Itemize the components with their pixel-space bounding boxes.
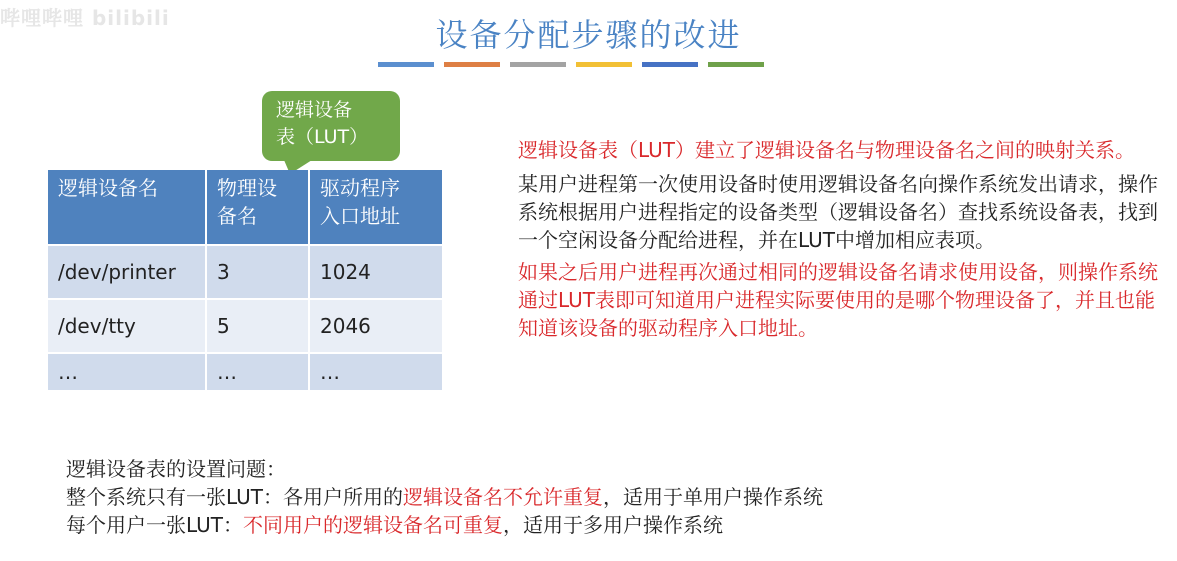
table-cell: 1024 <box>309 245 443 299</box>
header-logical-name: 逻辑设备名 <box>48 170 206 245</box>
callout-line-1: 逻辑设备 <box>276 99 353 121</box>
settings-heading: 逻辑设备表的设置问题： <box>66 457 286 481</box>
header-physical-name: 物理设 备名 <box>206 170 309 245</box>
callout-line-2: 表（LUT） <box>276 126 369 148</box>
settings-line-1: 整个系统只有一张LUT：各用户所用的逻辑设备名不允许重复，适用于单用户操作系统 <box>66 485 824 509</box>
table-row <box>48 245 443 299</box>
watermark-logo: 哔哩哔哩 bilibili <box>0 6 170 30</box>
settings-line-2-highlight: 不同用户的逻辑设备名可重复 <box>243 513 504 537</box>
table-header-row <box>48 170 443 245</box>
table-cell: … <box>309 353 443 390</box>
settings-line-1-highlight: 逻辑设备名不允许重复 <box>403 485 604 509</box>
table-cell: /dev/printer <box>48 245 206 299</box>
header-driver-address: 驱动程序 入口地址 <box>309 170 443 245</box>
description-para-2: 某用户进程第一次使用设备时使用逻辑设备名向操作系统发出请求，操作系统根据用户进程指定的设备类型（逻辑设备名）查找系统设备表，找到一个空闲设备分配给进程，并在LUT中增加相应表项。 <box>518 172 1158 252</box>
table-cell: /dev/tty <box>48 299 206 353</box>
color-bar-orange <box>444 62 500 67</box>
color-bar-green <box>708 62 764 67</box>
color-bar-strip <box>378 62 764 67</box>
settings-block <box>66 455 823 539</box>
table-cell: … <box>206 353 309 390</box>
lut-table <box>48 170 444 390</box>
table-cell: 2046 <box>309 299 443 353</box>
description-block <box>518 136 1158 342</box>
table-row <box>48 353 443 390</box>
slide-title: 设备分配步骤的改进 <box>435 16 742 54</box>
lut-callout-bubble <box>262 91 400 161</box>
settings-line-2: 每个用户一张LUT：不同用户的逻辑设备名可重复，适用于多用户操作系统 <box>66 513 724 537</box>
description-para-1: 逻辑设备表（LUT）建立了逻辑设备名与物理设备名之间的映射关系。 <box>518 138 1136 162</box>
description-para-3: 如果之后用户进程再次通过相同的逻辑设备名请求使用设备，则操作系统通过LUT表即可知道用户进程实际要使用的是哪个物理设备了，并且也能知道该设备的驱动程序入口地址。 <box>518 260 1158 340</box>
color-bar-darkblue <box>642 62 698 67</box>
color-bar-blue <box>378 62 434 67</box>
table-row <box>48 299 443 353</box>
color-bar-gray <box>510 62 566 67</box>
table-cell: … <box>48 353 206 390</box>
color-bar-yellow <box>576 62 632 67</box>
table-cell: 5 <box>206 299 309 353</box>
table-cell: 3 <box>206 245 309 299</box>
